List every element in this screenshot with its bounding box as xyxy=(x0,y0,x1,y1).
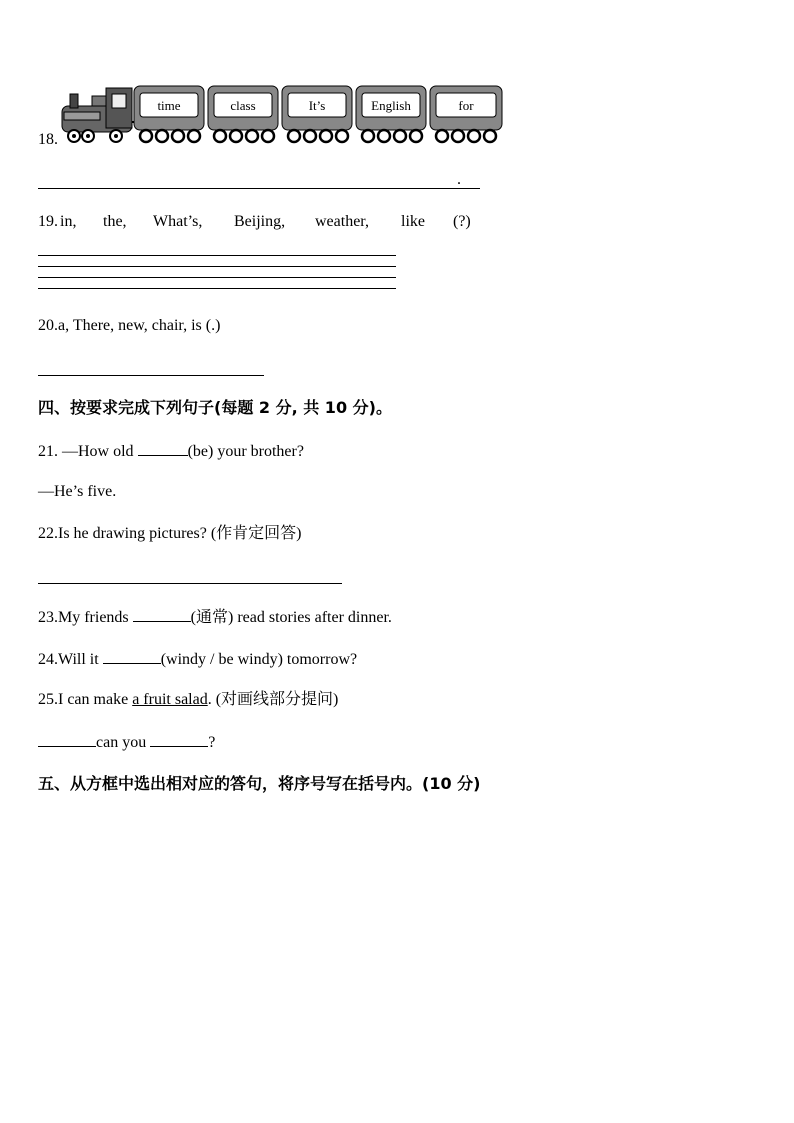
train-word: class xyxy=(230,98,256,113)
q25-mid: can you xyxy=(96,734,151,751)
q24-prefix: 24.Will it xyxy=(38,651,103,668)
train-word: for xyxy=(458,98,474,113)
train-car-4 xyxy=(356,86,426,142)
q20-text: 20.a, There, new, chair, is (.) xyxy=(38,317,221,334)
q21-suffix: (be) your brother? xyxy=(187,443,304,460)
q19-answer-line[interactable] xyxy=(38,266,396,267)
q19-word-3: Beijing, xyxy=(234,213,286,230)
q19-word-2: What’s, xyxy=(153,213,203,230)
q19-answer-line[interactable] xyxy=(38,255,396,256)
section-4-title: 四、按要求完成下列句子(每题 2 分, 共 10 分)。 xyxy=(38,398,392,417)
q19-word-4: weather, xyxy=(315,213,369,230)
train-illustration xyxy=(60,82,505,148)
locomotive-icon xyxy=(62,88,136,142)
q19-answer-line[interactable] xyxy=(38,277,396,278)
q19-word-5: like xyxy=(401,213,425,230)
train-car-1 xyxy=(134,86,204,142)
q25-answer-line xyxy=(38,732,215,753)
q21-blank[interactable] xyxy=(138,441,188,456)
q19-word-6: (?) xyxy=(453,213,471,230)
q23-blank[interactable] xyxy=(133,607,191,622)
train-car-5 xyxy=(430,86,502,142)
train-word: time xyxy=(157,98,181,113)
train-word: It’s xyxy=(308,98,326,113)
q18-answer-line[interactable] xyxy=(38,188,480,189)
q25-suffix: . (对画线部分提问) xyxy=(207,691,339,708)
q19-answer-line[interactable] xyxy=(38,288,396,289)
q25-prefix: 25.I can make xyxy=(38,691,133,708)
q25-end: ? xyxy=(208,734,216,751)
q22-answer-line[interactable] xyxy=(38,583,342,584)
q21-line xyxy=(38,441,304,462)
q19-word-0: in, xyxy=(60,213,77,230)
train-car-3 xyxy=(282,86,352,142)
train-car-2 xyxy=(208,86,278,142)
q18-period: . xyxy=(457,171,461,188)
q23-suffix: (通常) read stories after dinner. xyxy=(190,609,392,626)
q19-number: 19. xyxy=(38,213,58,230)
q25-blank-1[interactable] xyxy=(38,732,96,747)
q24-suffix: (windy / be windy) tomorrow? xyxy=(160,651,358,668)
q25-blank-2[interactable] xyxy=(150,732,208,747)
q19-word-1: the, xyxy=(103,213,127,230)
q24-line xyxy=(38,649,357,670)
section-5-title: 五、从方框中选出相对应的答句，将序号写在括号内。(10 分) xyxy=(38,774,481,793)
q22-text: 22.Is he drawing pictures? (作肯定回答) xyxy=(38,525,302,542)
q25-underlined-phrase: a fruit salad xyxy=(132,691,208,708)
train-word: English xyxy=(371,98,411,113)
q21-prefix: 21. —How old xyxy=(38,443,138,460)
q23-prefix: 23.My friends xyxy=(38,609,133,626)
q25-line xyxy=(38,690,338,710)
q18-number: 18. xyxy=(38,131,58,148)
q23-line xyxy=(38,607,392,628)
q21-answer-text: —He’s five. xyxy=(38,483,117,500)
q24-blank[interactable] xyxy=(103,649,161,664)
q20-answer-line[interactable] xyxy=(38,375,264,376)
